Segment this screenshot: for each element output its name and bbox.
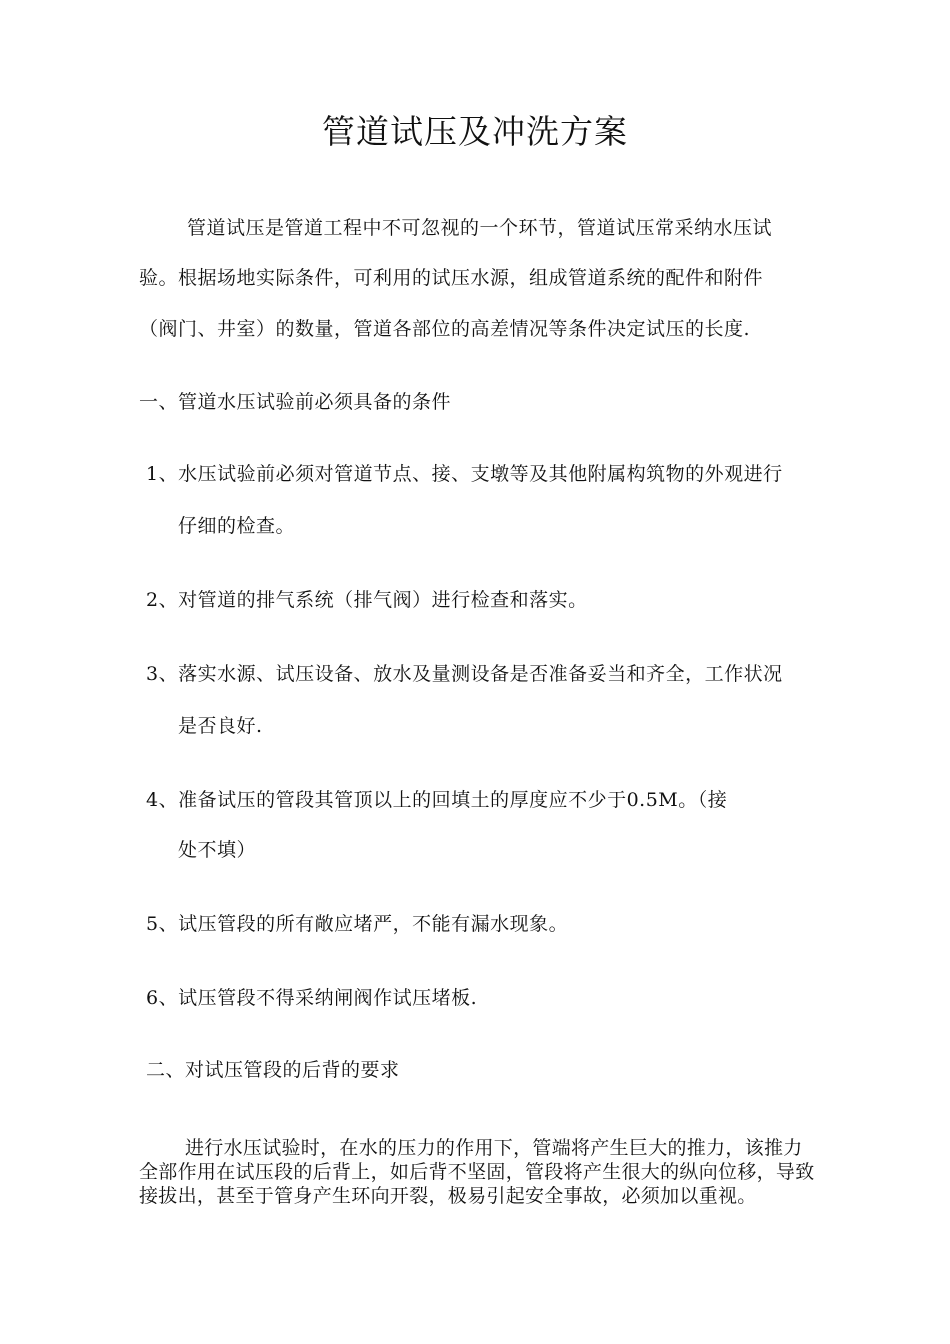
list-item-3-line-2: 是否良好. — [178, 715, 263, 737]
list-item-4-line-2: 处不填） — [178, 839, 257, 861]
list-item-2: 2、对管道的排气系统（排气阀）进行检查和落实。 — [146, 589, 588, 611]
intro-line-2: 验。根据场地实际条件，可利用的试压水源，组成管道系统的配件和附件 — [139, 267, 764, 289]
document-title: 管道试压及冲洗方案 — [322, 112, 628, 151]
list-item-3-line-1: 3、落实水源、试压设备、放水及量测设备是否准备妥当和齐全，工作状况 — [146, 663, 783, 685]
section-2-paragraph: 进行水压试验时，在水的压力的作用下，管端将产生巨大的推力，该推力全部作用在试压段的后背上，如后背不坚固，管段将产生很大的纵向位移，导致接拔出，甚至于管身产生环向开裂，极易引起安全事故，必须加以重视。 — [139, 1137, 815, 1207]
section-2-heading: 二、对试压管段的后背的要求 — [146, 1059, 400, 1081]
intro-line-3: （阀门、井室）的数量，管道各部位的高差情况等条件决定试压的长度. — [139, 318, 751, 340]
list-item-1-line-1: 1、水压试验前必须对管道节点、接、支墩等及其他附属构筑物的外观进行 — [146, 463, 783, 485]
section-1-heading: 一、管道水压试验前必须具备的条件 — [139, 391, 452, 413]
list-item-5: 5、试压管段的所有敞应堵严，不能有漏水现象。 — [146, 913, 569, 935]
list-item-1-line-2: 仔细的检查。 — [178, 515, 296, 537]
list-item-4-line-1: 4、准备试压的管段其管顶以上的回填土的厚度应不少于0.5M。（接 — [146, 789, 728, 811]
list-item-6: 6、试压管段不得采纳闸阀作试压堵板. — [146, 987, 478, 1009]
intro-line-1: 管道试压是管道工程中不可忽视的一个环节，管道试压常采纳水压试 — [187, 217, 773, 239]
